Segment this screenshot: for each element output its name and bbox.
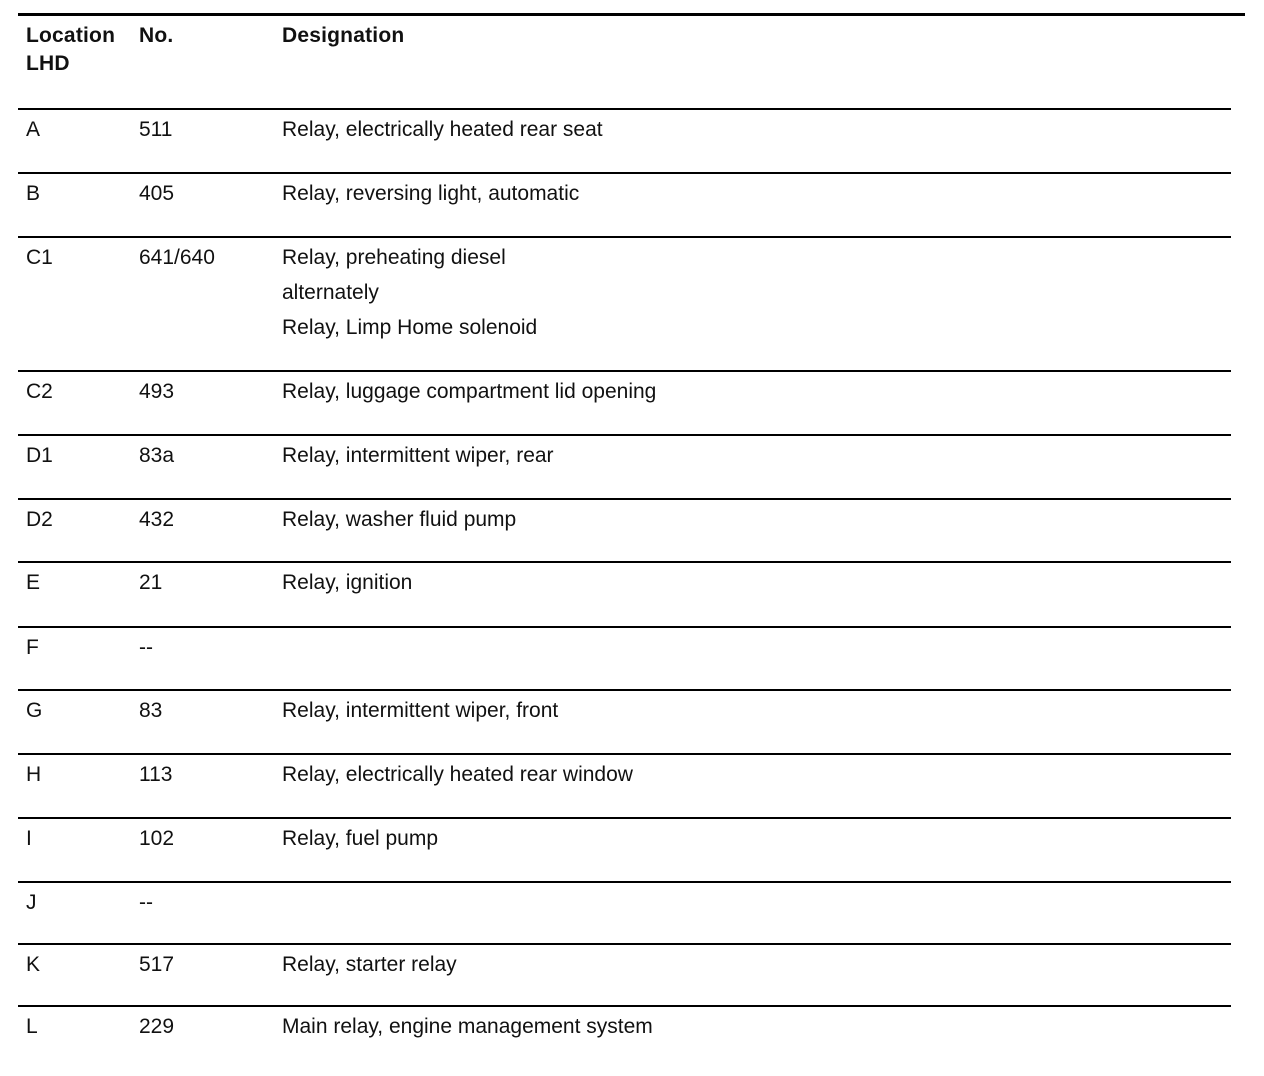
row-divider xyxy=(18,561,1231,563)
cell-designation xyxy=(282,821,438,856)
cell-number: 511 xyxy=(139,118,173,141)
cell-location: J xyxy=(26,891,37,914)
cell-location: C2 xyxy=(26,380,53,403)
cell-location: A xyxy=(26,118,41,141)
designation-line: Relay, electrically heated rear window xyxy=(282,763,633,786)
row-divider xyxy=(18,434,1231,436)
cell-location: I xyxy=(26,827,32,850)
cell-number: 102 xyxy=(139,827,175,850)
cell-location: L xyxy=(26,1015,38,1038)
cell-location: H xyxy=(26,763,42,786)
designation-line: Main relay, engine management system xyxy=(282,1015,653,1038)
header-number: No. xyxy=(139,24,174,47)
cell-designation xyxy=(282,693,558,728)
designation-line: Relay, intermittent wiper, rear xyxy=(282,444,554,467)
cell-number: 83a xyxy=(139,444,175,467)
designation-line: Relay, luggage compartment lid opening xyxy=(282,380,657,403)
designation-line: Relay, electrically heated rear seat xyxy=(282,118,603,141)
cell-number: 493 xyxy=(139,380,175,403)
cell-number: 432 xyxy=(139,508,175,531)
cell-location: G xyxy=(26,699,43,722)
cell-designation xyxy=(282,1009,653,1044)
designation-line: alternately xyxy=(282,281,379,304)
designation-line: Relay, fuel pump xyxy=(282,827,439,850)
designation-line: Relay, Limp Home solenoid xyxy=(282,316,538,339)
designation-line: Relay, preheating diesel xyxy=(282,246,506,269)
cell-designation xyxy=(282,502,516,537)
row-divider xyxy=(18,689,1231,691)
cell-number: 641/640 xyxy=(139,246,215,269)
row-divider xyxy=(18,753,1231,755)
designation-line: Relay, washer fluid pump xyxy=(282,508,517,531)
cell-location: F xyxy=(26,636,39,659)
row-divider xyxy=(18,236,1231,238)
cell-number: 83 xyxy=(139,699,163,722)
designation-line: Relay, intermittent wiper, front xyxy=(282,699,559,722)
row-divider xyxy=(18,498,1231,500)
designation-line: Relay, ignition xyxy=(282,571,413,594)
cell-number: 229 xyxy=(139,1015,175,1038)
row-divider xyxy=(18,172,1231,174)
cell-location: K xyxy=(26,953,41,976)
cell-number: -- xyxy=(139,636,153,659)
cell-designation xyxy=(282,176,579,211)
cell-location: D1 xyxy=(26,444,53,467)
header-location-line2: LHD xyxy=(26,52,70,75)
table-top-rule xyxy=(18,13,1245,16)
row-divider xyxy=(18,626,1231,628)
cell-designation xyxy=(282,374,656,409)
cell-number: 113 xyxy=(139,763,173,786)
cell-location: B xyxy=(26,182,41,205)
header-location xyxy=(26,22,138,78)
cell-number: 517 xyxy=(139,953,175,976)
cell-designation xyxy=(282,240,537,345)
header-location-line1: Location xyxy=(26,24,116,47)
header-designation: Designation xyxy=(282,24,405,47)
row-divider xyxy=(18,370,1231,372)
table-header xyxy=(0,22,1264,82)
cell-designation xyxy=(282,757,633,792)
cell-designation xyxy=(282,947,457,982)
cell-location: D2 xyxy=(26,508,53,531)
row-divider xyxy=(18,881,1231,883)
cell-number: 21 xyxy=(139,571,163,594)
row-divider xyxy=(18,943,1231,945)
cell-location: C1 xyxy=(26,246,53,269)
cell-location: E xyxy=(26,571,41,594)
cell-number: 405 xyxy=(139,182,175,205)
row-divider xyxy=(18,1005,1231,1007)
row-divider xyxy=(18,817,1231,819)
cell-designation xyxy=(282,438,554,473)
row-divider xyxy=(18,108,1231,110)
cell-number: -- xyxy=(139,891,153,914)
designation-line: Relay, starter relay xyxy=(282,953,457,976)
cell-designation xyxy=(282,565,412,600)
cell-designation xyxy=(282,112,603,147)
designation-line: Relay, reversing light, automatic xyxy=(282,182,580,205)
